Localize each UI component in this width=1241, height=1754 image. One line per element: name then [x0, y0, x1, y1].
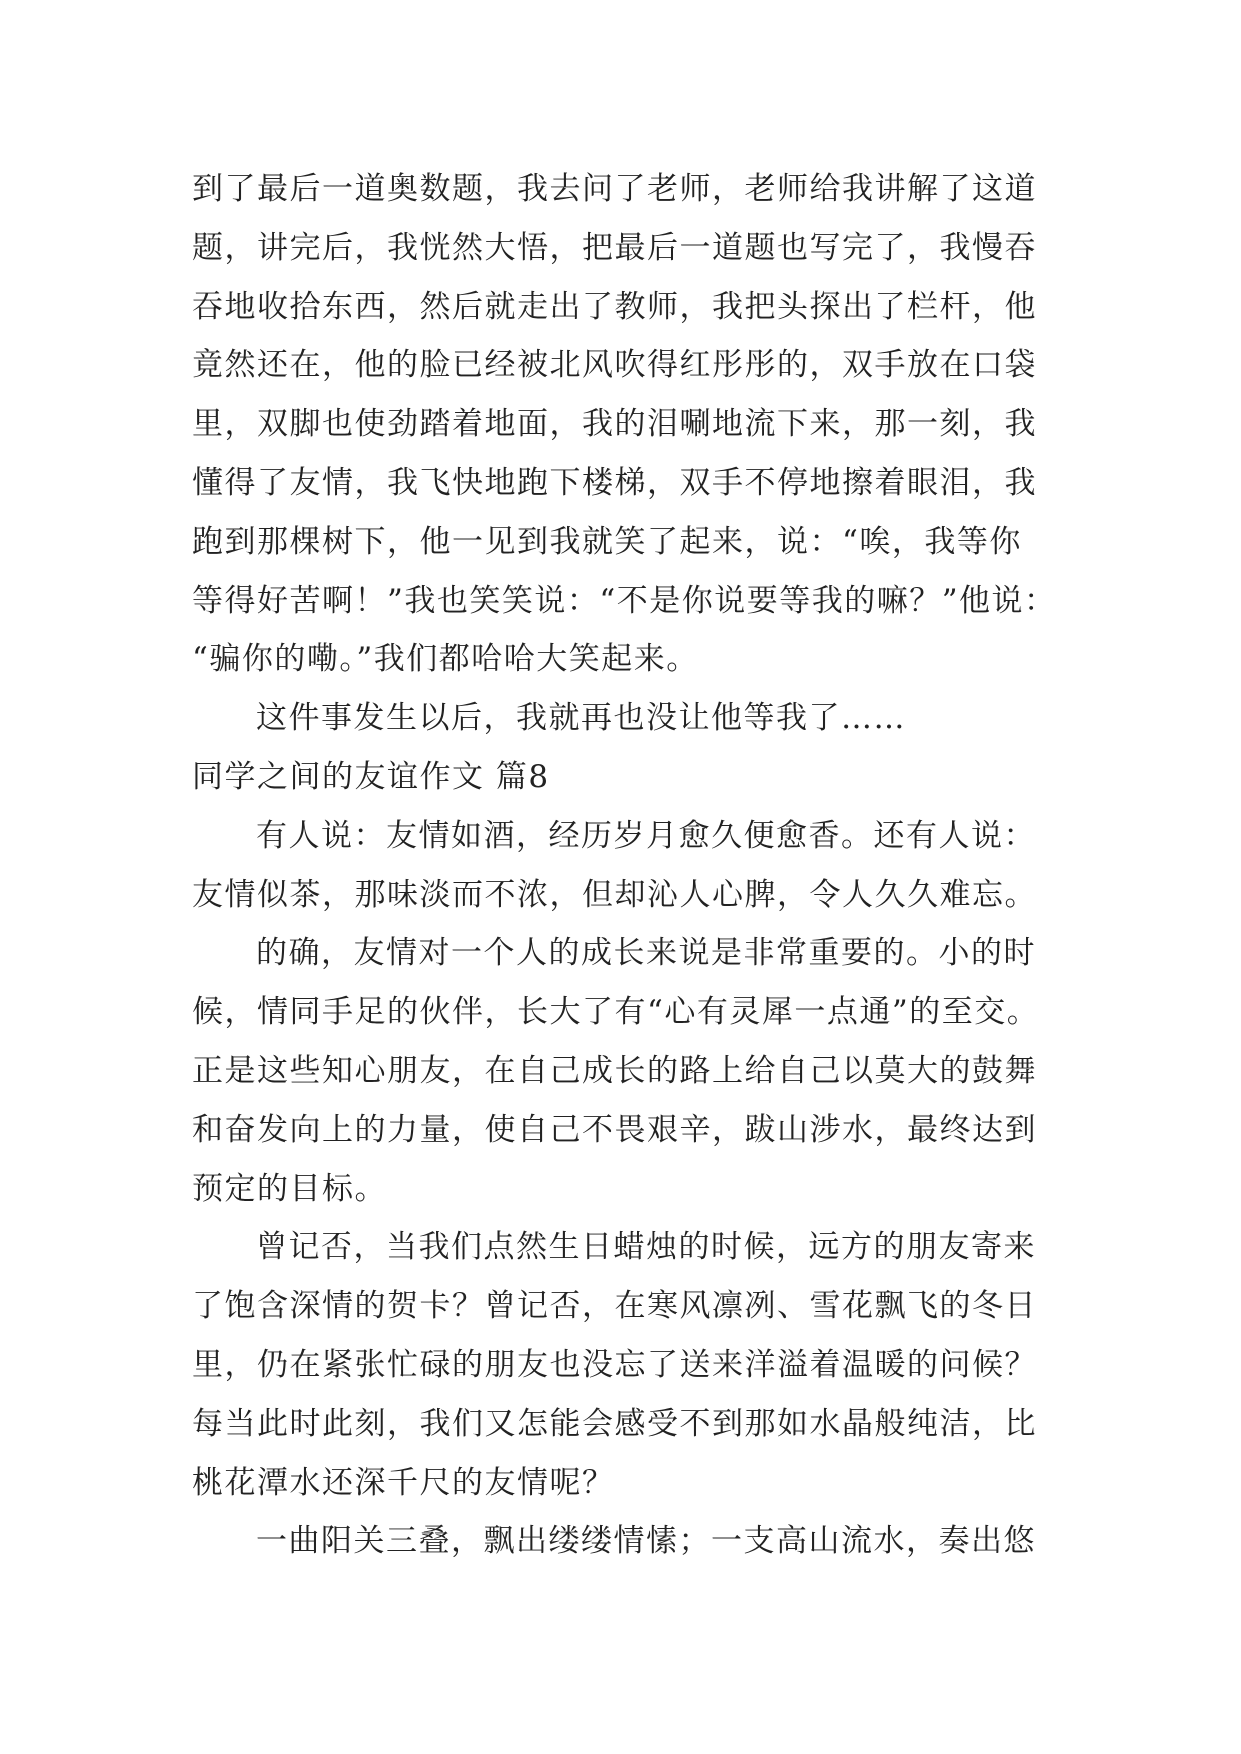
essay-body — [192, 160, 1072, 1571]
text-line: 等得好苦啊！”我也笑笑说：“不是你说要等我的嘛？”他说： — [192, 582, 1057, 619]
text-line: 预定的目标。 — [192, 1170, 387, 1207]
text-line: 和奋发向上的力量，使自己不畏艰辛，跋山涉水，最终达到 — [192, 1111, 1037, 1148]
text-line: 正是这些知心朋友，在自己成长的路上给自己以莫大的鼓舞 — [192, 1052, 1037, 1089]
text-line: 了饱含深情的贺卡？曾记否，在寒风凛冽、雪花飘飞的冬日 — [192, 1288, 1037, 1325]
text-line: 有人说：友情如酒，经历岁月愈久便愈香。还有人说： — [256, 817, 1036, 854]
text-line: 友情似茶，那味淡而不浓，但却沁人心脾，令人久久难忘。 — [192, 876, 1037, 913]
text-line: 竟然还在，他的脸已经被北风吹得红彤彤的，双手放在口袋 — [192, 347, 1037, 384]
text-line: 的确，友情对一个人的成长来说是非常重要的。小的时 — [256, 935, 1036, 972]
text-line: 到了最后一道奥数题，我去问了老师，老师给我讲解了这道 — [192, 171, 1037, 207]
text-line: 跑到那棵树下，他一见到我就笑了起来，说：“唉，我等你 — [192, 523, 1022, 560]
text-line: 每当此时此刻，我们又怎能会感受不到那如水晶般纯洁，比 — [192, 1405, 1037, 1442]
text-line: 这件事发生以后，我就再也没让他等我了…… — [256, 700, 906, 737]
essay-heading: 同学之间的友谊作文 篇8 — [192, 758, 550, 795]
text-line: 里，双脚也使劲踏着地面，我的泪唰地流下来，那一刻，我 — [192, 406, 1037, 443]
text-line: 题，讲完后，我恍然大悟，把最后一道题也写完了，我慢吞 — [192, 229, 1037, 266]
text-line: 一曲阳关三叠，飘出缕缕情愫；一支高山流水，奏出悠 — [256, 1523, 1036, 1560]
text-line: 懂得了友情，我飞快地跑下楼梯，双手不停地擦着眼泪，我 — [192, 464, 1037, 501]
text-line: “骗你的嘞。”我们都哈哈大笑起来。 — [192, 641, 699, 678]
text-line: 候，情同手足的伙伴，长大了有“心有灵犀一点通”的至交。 — [192, 994, 1040, 1031]
text-line: 曾记否，当我们点然生日蜡烛的时候，远方的朋友寄来 — [256, 1229, 1036, 1266]
text-line: 里，仍在紧张忙碌的朋友也没忘了送来洋溢着温暖的问候？ — [192, 1346, 1037, 1383]
text-line: 桃花潭水还深千尺的友情呢？ — [192, 1464, 615, 1501]
text-line: 吞地收拾东西，然后就走出了教师，我把头探出了栏杆，他 — [192, 288, 1037, 325]
